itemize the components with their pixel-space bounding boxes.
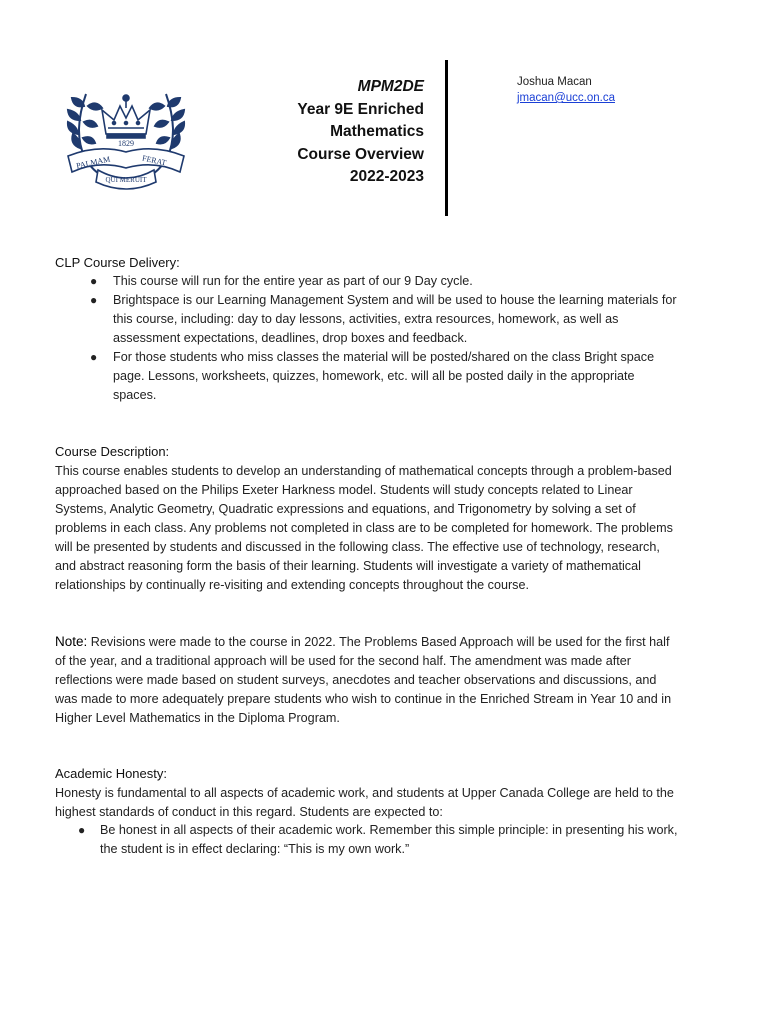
list-item <box>90 272 679 291</box>
list-item-text: For those students who miss classes the material will be posted/shared on the class Bright space page. Lessons, worksheets, quizzes, homework, etc. will all be posted daily in the appropriate spaces. <box>113 350 655 402</box>
clp-list <box>90 272 679 405</box>
title-line: Year 9E Enriched <box>297 100 424 118</box>
bullet-icon: ● <box>90 293 98 307</box>
honesty-list <box>78 821 680 859</box>
course-title-block <box>270 76 424 189</box>
list-item <box>78 821 680 859</box>
bullet-icon: ● <box>90 350 98 364</box>
honesty-body: Honesty is fundamental to all aspects of academic work, and students at Upper Canada College are held to the highest standards of conduct in this regard. Students are expected to: <box>55 786 674 819</box>
author-email-link[interactable]: jmacan@ucc.on.ca <box>517 92 615 104</box>
note-label: Note: <box>55 634 88 649</box>
list-item <box>90 348 679 405</box>
title-line: 2022-2023 <box>349 168 424 185</box>
note-paragraph <box>55 632 677 728</box>
course-code: MPM2DE <box>357 78 424 95</box>
crest-motto-right: FERAT <box>141 153 168 168</box>
clp-heading: CLP Course Delivery: <box>55 255 180 270</box>
author-name: Joshua Macan <box>517 76 592 88</box>
description-heading: Course Description: <box>55 444 170 459</box>
school-crest-logo <box>62 76 190 194</box>
title-line: Course Overview <box>297 145 424 163</box>
crest-year: 1829 <box>118 139 134 148</box>
bullet-icon: ● <box>90 274 98 288</box>
crest-motto-bottom: QUI MERUIT <box>105 176 147 184</box>
list-item <box>90 291 679 348</box>
list-item-text: Be honest in all aspects of their academic work. Remember this simple principle: in presenting his work, the student is in effect declaring: “This is my own work.” <box>100 823 678 856</box>
crest-motto-left: PALMAM <box>75 154 111 171</box>
header-divider <box>445 60 448 216</box>
note-body: Revisions were made to the course in 2022. The Problems Based Approach will be used for the first half of the year, and a traditional approach will be used for the second half. The amendment was made after reflections were made based on student surveys, anecdotes and teacher observations and discussions, and was made to more adequately prepare students who wish to continue in the Enriched Stream in Year 10 and in Higher Level Mathematics in the Diploma Program. <box>55 635 672 725</box>
title-line: Mathematics <box>330 123 424 140</box>
description-body: This course enables students to develop an understanding of mathematical concepts through a problem-based approached based on the Philips Exeter Harkness model. Students will study concepts related to Linear Systems, Analytic Geometry, Quadratic expressions and equations, and Trigonometry by solving a set of problems in each class. Any problems not completed in class are to be completed for homework. The problems will be presented by students and discussed in the following class. The effective use of technology, research, and abstract reasoning form the basis of their learning. Students will investigate a variety of mathematical relationships by continually re-visiting and extending concepts throughout the course. <box>55 464 673 592</box>
list-item-text: This course will run for the entire year as part of our 9 Day cycle. <box>113 274 473 288</box>
author-info <box>517 74 615 106</box>
honesty-heading: Academic Honesty: <box>55 766 167 781</box>
bullet-icon: ● <box>78 823 86 837</box>
list-item-text: Brightspace is our Learning Management System and will be used to house the learning materials for this course, including: day to day lessons, activities, extra resources, homework, as well as assessment expectations, deadlines, drop boxes and feedback. <box>113 293 677 345</box>
